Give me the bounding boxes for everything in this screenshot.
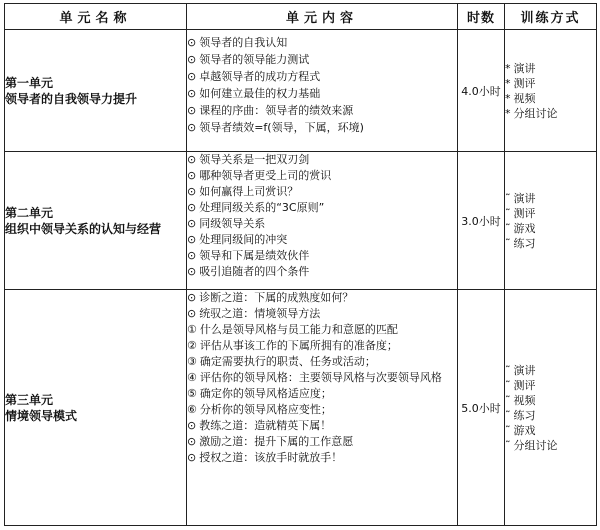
content-item: ① 什么是领导风格与员工能力和意愿的匹配 [187,323,398,336]
content-item: ⊙ 处理同级关系的“3C原则” [187,201,325,214]
content-item: ⊙ 领导者的自我认知 [187,36,288,49]
method-item: * 演讲 [505,61,536,75]
content-item: ⊙ 领导关系是一把双刃剑 [187,153,310,166]
unit-hours: 4.0小时 [458,30,505,152]
course-outline-table [4,3,597,526]
method-item: ˜ 测评 [505,378,536,392]
content-item: ⑤ 确定你的领导风格适应度； [187,387,332,400]
unit-title: 第三单元 [5,392,54,407]
unit-methods-cell [505,152,597,290]
content-item: ⊙ 卓越领导者的成功方程式 [187,70,321,83]
method-item: ˜ 练习 [505,236,536,250]
header-unit-name: 单元名称 [5,4,187,30]
content-item: ⊙ 诊断之道：下属的成熟度如何？ [187,291,354,304]
content-item: ⊙ 领导和下属是绩效伙伴 [187,249,310,262]
unit-name-cell [5,290,187,526]
method-item: ˜ 练习 [505,408,536,422]
method-item: * 分组讨论 [505,106,558,120]
content-item: ④ 评估你的领导风格：主要领导风格与次要领导风格 [187,371,442,384]
method-item: * 视频 [505,91,536,105]
content-item: ⊙ 哪种领导者更受上司的赏识 [187,169,332,182]
unit-hours: 3.0小时 [458,152,505,290]
content-item: ⊙ 教练之道：造就精英下属！ [187,419,332,432]
unit-methods-cell [505,290,597,526]
unit-subtitle: 组织中领导关系的认知与经营 [5,221,162,236]
method-item: ˜ 测评 [505,206,536,220]
unit-title: 第二单元 [5,205,54,220]
unit-title: 第一单元 [5,75,54,90]
header-training-method: 训练方式 [505,4,597,30]
content-item: ⊙ 课程的序曲：领导者的绩效来源 [187,104,354,117]
header-row [5,4,597,30]
unit-content-cell [187,30,458,152]
header-hours: 时数 [458,4,505,30]
content-item: ③ 确定需要执行的职责、任务或活动； [187,355,376,368]
content-item: ⊙ 处理同级间的冲突 [187,233,288,246]
header-unit-content: 单元内容 [187,4,458,30]
method-item: ˜ 游戏 [505,423,536,437]
method-item: ˜ 游戏 [505,221,536,235]
unit-content-cell [187,290,458,526]
method-item: ˜ 演讲 [505,191,536,205]
content-item: ⊙ 授权之道：该放手时就放手！ [187,451,343,464]
unit-row-3 [5,290,597,526]
unit-subtitle: 情境领导模式 [5,408,78,423]
content-item: ⊙ 如何赢得上司赏识？ [187,185,299,198]
unit-row-1 [5,30,597,152]
method-item: ˜ 分组讨论 [505,438,558,452]
content-item: ⑥ 分析你的领导风格应变性； [187,403,332,416]
content-item: ⊙ 统驭之道：情境领导方法 [187,307,321,320]
content-item: ⊙ 如何建立最佳的权力基础 [187,87,321,100]
content-item: ⊙ 领导者的领导能力测试 [187,53,310,66]
unit-subtitle: 领导者的自我领导力提升 [5,91,138,106]
content-item: ⊙ 激励之道：提升下属的工作意愿 [187,435,354,448]
unit-hours: 5.0小时 [458,290,505,526]
unit-row-2 [5,152,597,290]
content-item: ⊙ 同级领导关系 [187,217,266,230]
unit-content-cell [187,152,458,290]
method-item: * 测评 [505,76,536,90]
unit-name-cell [5,30,187,152]
method-item: ˜ 视频 [505,393,536,407]
content-item: ② 评估从事该工作的下属所拥有的准备度； [187,339,398,352]
unit-methods-cell [505,30,597,152]
content-item: ⊙ 领导者绩效=f(领导，下属，环境) [187,121,364,134]
unit-name-cell [5,152,187,290]
content-item: ⊙ 吸引追随者的四个条件 [187,265,310,278]
method-item: ˜ 演讲 [505,363,536,377]
